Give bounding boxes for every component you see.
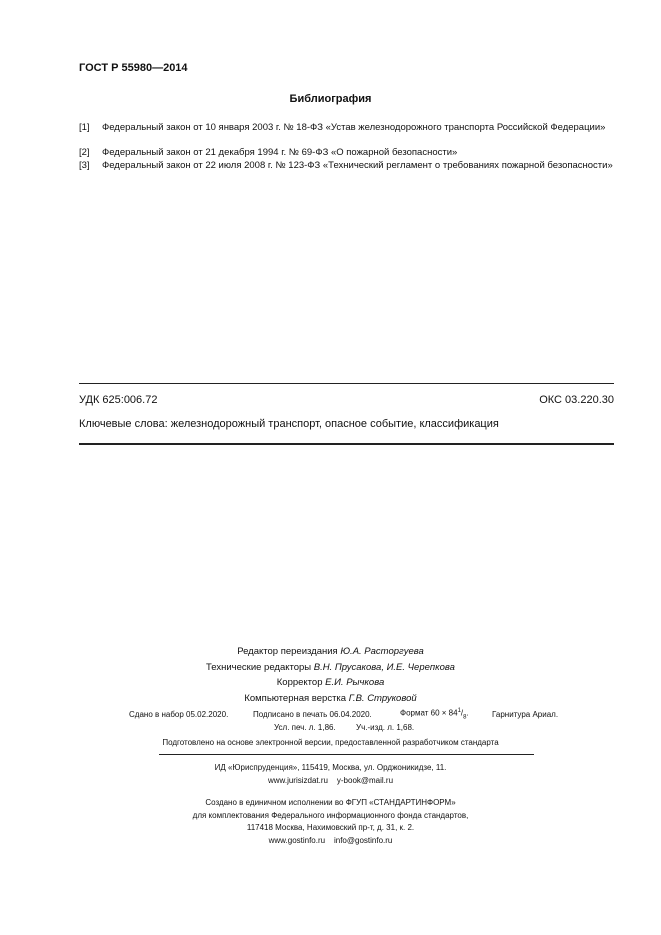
credit-layout: Компьютерная верстка Г.В. Струковой: [244, 692, 417, 704]
reference-text: Федеральный закон от 21 декабря 1994 г. № 69-ФЗ «О пожарной безопасности»: [102, 147, 458, 158]
credit-editor: Редактор переиздания Ю.А. Расторгуева: [237, 646, 424, 657]
producer-email: info@gostinfo.ru: [333, 835, 393, 845]
producer-block: [0, 797, 661, 847]
reference-item: [79, 146, 614, 159]
publisher-site: www.jurisizdat.ru: [267, 775, 328, 785]
reference-number: [1]: [79, 122, 90, 133]
publisher-block: [0, 762, 661, 787]
oks-code: ОКС 03.220.30: [539, 394, 614, 406]
prepared-note: Подготовлено на основе электронной версии, предоставленной разработчиком стандарта: [162, 738, 499, 747]
print-sheets: Усл. печ. л. 1,86.: [274, 723, 336, 732]
credit-tech-editors: Технические редакторы В.Н. Прусакова, И.Е. Черепкова: [206, 661, 455, 673]
keywords: Ключевые слова: железнодорожный транспорт, опасное событие, классификация: [79, 418, 499, 430]
divider-note: [159, 754, 534, 755]
credit-corrector: Корректор Е.И. Рычкова: [276, 677, 385, 688]
divider-bottom: [79, 443, 614, 445]
producer-contacts: [0, 835, 661, 848]
document-code: ГОСТ Р 55980—2014: [79, 62, 188, 74]
publish-sheets: Уч.-изд. л. 1,68.: [356, 723, 415, 732]
submitted-date: Сдано в набор 05.02.2020.: [129, 710, 229, 719]
producer-site: www.gostinfo.ru: [268, 835, 326, 845]
format-info: Формат $60 \times 84^1/_8$.: [400, 708, 469, 721]
reference-text: Федеральный закон от 22 июля 2008 г. № 123-ФЗ «Технический регламент о требованиях пожарной безопасности»: [102, 160, 613, 171]
reference-item: [79, 121, 614, 134]
producer-line-1: Создано в единичном исполнении во ФГУП «СТАНДАРТИНФОРМ»: [205, 798, 456, 807]
producer-line-2: для комплектования Федерального информационного фонда стандартов,: [192, 810, 469, 820]
reference-text: Федеральный закон от 10 января 2003 г. № 18-ФЗ «Устав железнодорожного транспорта Российской Федерации»: [102, 122, 606, 133]
udk-code: УДК 625:006.72: [79, 394, 158, 406]
reference-number: [2]: [79, 147, 90, 158]
reference-item: [79, 159, 614, 172]
typeface-info: Гарнитура Ариал.: [492, 710, 559, 719]
signed-date: Подписано в печать 06.04.2020.: [253, 710, 372, 719]
publisher-address: ИД «Юриспруденция», 115419, Москва, ул. Орджоникидзе, 11.: [214, 763, 447, 772]
credits-block: [0, 644, 661, 706]
producer-line-3: 117418 Москва, Нахимовский пр-т, д. 31, к. 2.: [246, 823, 415, 832]
divider-top: [79, 383, 614, 384]
bibliography-title: Библиография: [289, 93, 372, 105]
reference-number: [3]: [79, 160, 90, 171]
publisher-contacts: [0, 775, 661, 788]
publisher-email: y-book@mail.ru: [336, 775, 394, 785]
